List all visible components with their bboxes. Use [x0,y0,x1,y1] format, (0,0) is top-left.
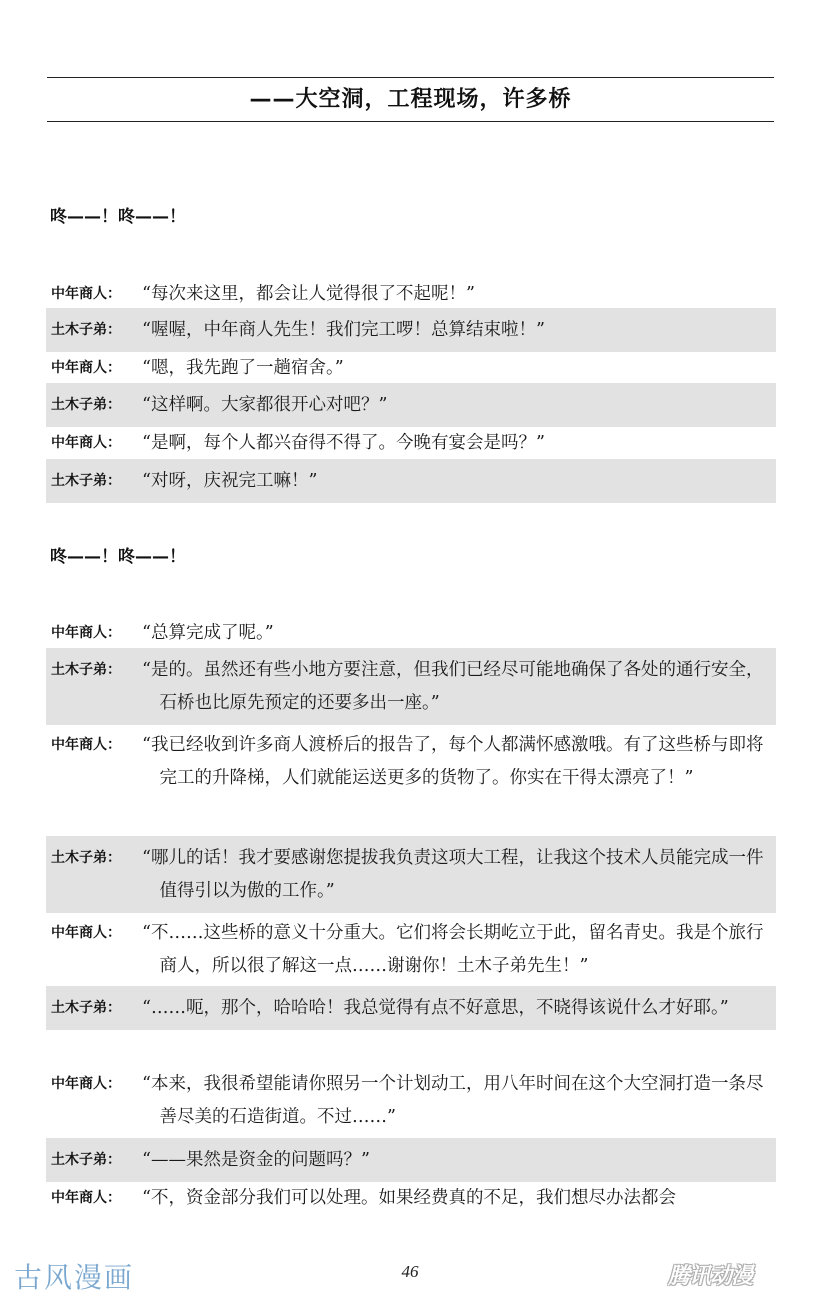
speaker-label: 土木子弟： [51,1000,121,1016]
dialogue-text: “嗯，我先跑了一趟宿舍。” [142,358,344,378]
title-bottom-rule [47,121,774,122]
speaker-label: 中年商人： [51,625,121,641]
sound-effect: 咚——！咚——！ [50,207,186,227]
speaker-label: 土木子弟： [51,397,121,413]
dialogue-text: “哪儿的话！我才要感谢您提拔我负责这项大工程，让我这个技术人员能完成一件值得引以为傲的工作。” [142,848,764,901]
speaker-label: 中年商人： [51,737,121,753]
dialogue-row [46,1062,776,1139]
dialogue-row [46,836,776,913]
speaker-label: 土木子弟： [51,662,121,678]
page-number: 46 [401,1262,419,1281]
speaker-label: 中年商人： [51,286,121,302]
dialogue-row [46,459,776,503]
dialogue-text: “不……这些桥的意义十分重大。它们将会长期屹立于此，留名青史。我是个旅行商人，所以很了解这一点……谢谢你！土木子弟先生！” [142,923,764,976]
dialogue-text: “每次来这里，都会让人觉得很了不起呢！” [142,284,475,304]
dialogue-row [46,723,776,800]
dialogue-row [46,911,776,988]
speaker-label: 中年商人： [51,360,121,376]
speaker-label: 土木子弟： [51,1152,121,1168]
sound-effect: 咚——！咚——！ [50,547,186,567]
dialogue-text: “喔喔，中年商人先生！我们完工啰！总算结束啦！” [142,320,545,340]
dialogue-text: “总算完成了呢。” [142,623,274,643]
page-title: ——大空洞，工程现场，许多桥 [249,87,572,112]
dialogue-row [46,986,776,1030]
dialogue-text: “……呃，那个，哈哈哈！我总觉得有点不好意思，不晓得该说什么才好耶。” [142,998,729,1018]
speaker-label: 中年商人： [51,1076,121,1092]
dialogue-text: “对呀，庆祝完工嘛！” [142,471,318,491]
watermark-logo: 腾讯动漫 [668,1264,753,1289]
speaker-label: 中年商人： [51,1190,121,1206]
dialogue-text: “这样啊。大家都很开心对吧？” [142,395,388,415]
speaker-label: 土木子弟： [51,322,121,338]
speaker-label: 土木子弟： [51,850,121,866]
dialogue-text: “本来，我很希望能请你照另一个计划动工，用八年时间在这个大空洞打造一条尽善尽美的石造街道。不过……” [142,1074,764,1127]
dialogue-text: “——果然是资金的问题吗？” [142,1150,370,1170]
speaker-label: 中年商人： [51,435,121,451]
dialogue-text: “是的。虽然还有些小地方要注意，但我们已经尽可能地确保了各处的通行安全，石桥也比原先预定的还要多出一座。” [142,660,764,713]
site-logo: 古风漫画 [14,1261,135,1294]
top-rule [47,77,774,78]
dialogue-row [46,1176,776,1220]
dialogue-row [46,648,776,725]
speaker-label: 中年商人： [51,925,121,941]
dialogue-text: “是啊，每个人都兴奋得不得了。今晚有宴会是吗？” [142,433,545,453]
speaker-label: 土木子弟： [51,473,121,489]
dialogue-text: “不，资金部分我们可以处理。如果经费真的不足，我们想尽办法都会 [142,1188,676,1208]
dialogue-text: “我已经收到许多商人渡桥后的报告了，每个人都满怀感激哦。有了这些桥与即将完工的升降梯，人们就能运送更多的货物了。你实在干得太漂亮了！” [142,735,764,788]
